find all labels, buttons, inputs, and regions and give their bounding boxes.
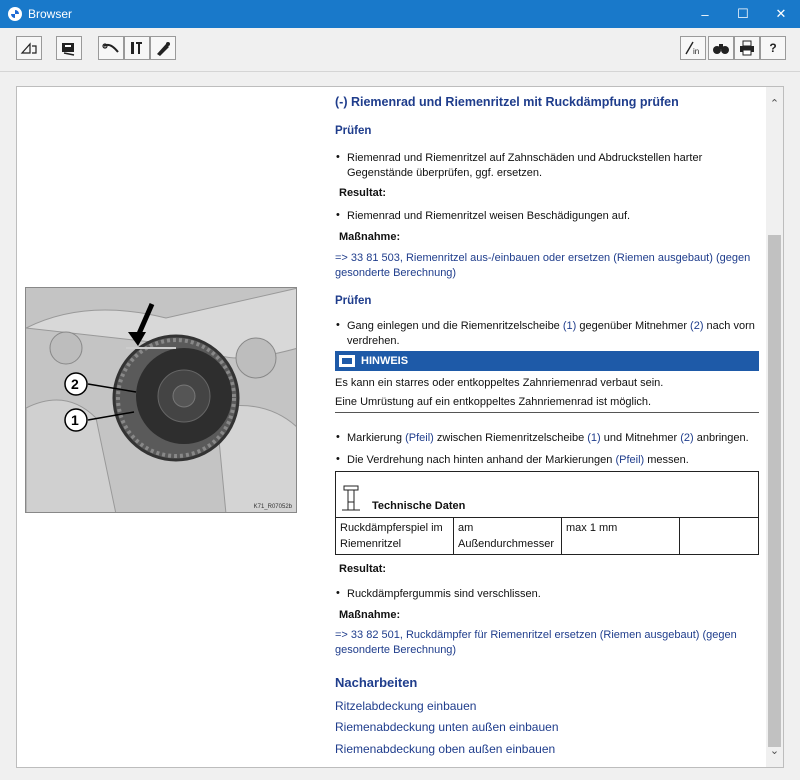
text: Markierung bbox=[347, 432, 406, 444]
table-cell: max 1 mm bbox=[562, 518, 680, 555]
svg-text:in: in bbox=[693, 47, 700, 56]
table-cell bbox=[680, 518, 759, 555]
vertical-scrollbar[interactable] bbox=[766, 87, 783, 768]
ref-arrow: (Pfeil) bbox=[405, 432, 434, 444]
list-item bbox=[335, 453, 759, 468]
binoculars-icon bbox=[712, 40, 730, 56]
close-button[interactable]: ✕ bbox=[775, 6, 787, 21]
browser-body bbox=[0, 72, 800, 780]
table-header-row bbox=[336, 472, 759, 518]
list-item bbox=[335, 319, 759, 349]
toolbar bbox=[0, 28, 800, 72]
engine-photo-illustration bbox=[26, 288, 297, 513]
nacharbeiten-link[interactable]: Riemenabdeckung oben außen einbauen bbox=[335, 742, 556, 756]
window-titlebar bbox=[0, 0, 800, 28]
document-manual-icon bbox=[60, 40, 78, 56]
nacharbeiten-link[interactable]: Riemenabdeckung unten außen einbauen bbox=[335, 720, 559, 734]
manual-button[interactable] bbox=[56, 36, 82, 60]
wrench-icon bbox=[102, 40, 120, 56]
scroll-up-button[interactable]: ⌃ bbox=[769, 98, 780, 110]
scroll-thumb[interactable] bbox=[768, 235, 781, 747]
section-heading-pruefen-2: Prüfen bbox=[335, 295, 372, 307]
list-item: • Riemenrad und Riemenritzel weisen Beschädigungen auf. bbox=[335, 209, 735, 224]
hinweis-label: HINWEIS bbox=[361, 355, 409, 367]
table-cell: am Außendurchmesser bbox=[454, 518, 562, 555]
page-title: (-) Riemenrad und Riemenritzel mit Ruckdämpfung prüfen bbox=[335, 95, 679, 109]
tool-set-icon bbox=[128, 40, 146, 56]
callout-1: 1 bbox=[71, 412, 79, 428]
list-item: • Ruckdämpfergummis sind verschlissen. bbox=[335, 587, 759, 602]
pen-icon bbox=[154, 40, 172, 56]
list-item bbox=[335, 431, 759, 446]
callout-2: 2 bbox=[71, 376, 79, 392]
divider bbox=[335, 412, 759, 413]
back-icon bbox=[20, 40, 38, 56]
window-controls bbox=[686, 0, 800, 28]
hinweis-line: Es kann ein starres oder entkoppeltes Zahnriemenrad verbaut sein. bbox=[335, 377, 664, 389]
ref-2: (2) bbox=[690, 320, 704, 332]
window-title: Browser bbox=[28, 7, 73, 21]
technical-data-heading: Technische Daten bbox=[372, 500, 466, 512]
text: anbringen. bbox=[693, 432, 749, 444]
result-label: Resultat: bbox=[339, 187, 387, 199]
technical-data-table bbox=[335, 471, 759, 555]
printer-icon bbox=[738, 40, 756, 56]
bmw-logo-icon bbox=[8, 7, 22, 21]
ref-arrow: (Pfeil) bbox=[615, 454, 645, 466]
document-viewport[interactable] bbox=[16, 86, 784, 768]
lupe-in-icon bbox=[684, 40, 702, 56]
table-header-cell bbox=[336, 472, 759, 518]
text: messen. bbox=[644, 454, 689, 466]
edit-button[interactable] bbox=[150, 36, 176, 60]
text: zwischen Riemenritzelscheibe bbox=[433, 432, 588, 444]
ref-1: (1) bbox=[587, 432, 601, 444]
section-heading-pruefen-1: Prüfen bbox=[335, 125, 372, 137]
repair-button[interactable] bbox=[98, 36, 124, 60]
search-button[interactable] bbox=[708, 36, 734, 60]
caliper-icon bbox=[340, 484, 366, 514]
maximize-button[interactable]: ☐ bbox=[737, 6, 749, 21]
scroll-down-button[interactable]: ⌄ bbox=[769, 745, 780, 757]
technical-figure bbox=[25, 287, 297, 513]
zoom-in-button[interactable] bbox=[680, 36, 706, 60]
text: Gang einlegen und die Riemenritzelscheibe bbox=[347, 320, 563, 332]
measure-link[interactable]: => 33 82 501, Ruckdämpfer für Riemenritzel ersetzen (Riemen ausgebaut) (gegen gesonderte Berechnung) bbox=[335, 629, 737, 656]
hinweis-line: Eine Umrüstung auf ein entkoppeltes Zahnriemenrad ist möglich. bbox=[335, 396, 652, 408]
note-icon bbox=[339, 355, 355, 367]
measure-label: Maßnahme: bbox=[339, 231, 401, 243]
print-button[interactable] bbox=[734, 36, 760, 60]
text: und Mitnehmer bbox=[600, 432, 681, 444]
text: Die Verdrehung nach hinten anhand der Markierungen bbox=[347, 454, 616, 466]
ref-1: (1) bbox=[562, 320, 577, 332]
back-button[interactable] bbox=[16, 36, 42, 60]
text: nach vorn verdrehen. bbox=[347, 320, 755, 347]
text: gegenüber Mitnehmer bbox=[576, 320, 691, 332]
list-item: • Riemenrad und Riemenritzel auf Zahnschäden und Abdruckstellen harter Gegenstände überprüfen, ggf. ersetzen. bbox=[335, 151, 735, 181]
table-row bbox=[336, 518, 759, 555]
table-cell: Ruckdämpferspiel im Riemenritzel bbox=[336, 518, 454, 555]
nacharbeiten-link[interactable]: Ritzelabdeckung einbauen bbox=[335, 699, 477, 713]
hinweis-banner bbox=[335, 351, 759, 371]
special-tools-button[interactable] bbox=[124, 36, 150, 60]
measure-link[interactable]: => 33 81 503, Riemenritzel aus-/einbauen oder ersetzen (Riemen ausgebaut) (gegen gesonderte Berechnung) bbox=[335, 252, 751, 279]
figure-caption: K71_R07052b bbox=[253, 504, 292, 510]
result-label: Resultat: bbox=[339, 563, 387, 575]
nacharbeiten-heading: Nacharbeiten bbox=[335, 675, 418, 690]
ref-2: (2) bbox=[680, 432, 694, 444]
help-button[interactable]: ? bbox=[760, 36, 786, 60]
measure-label: Maßnahme: bbox=[339, 609, 401, 621]
minimize-button[interactable]: – bbox=[701, 6, 709, 22]
